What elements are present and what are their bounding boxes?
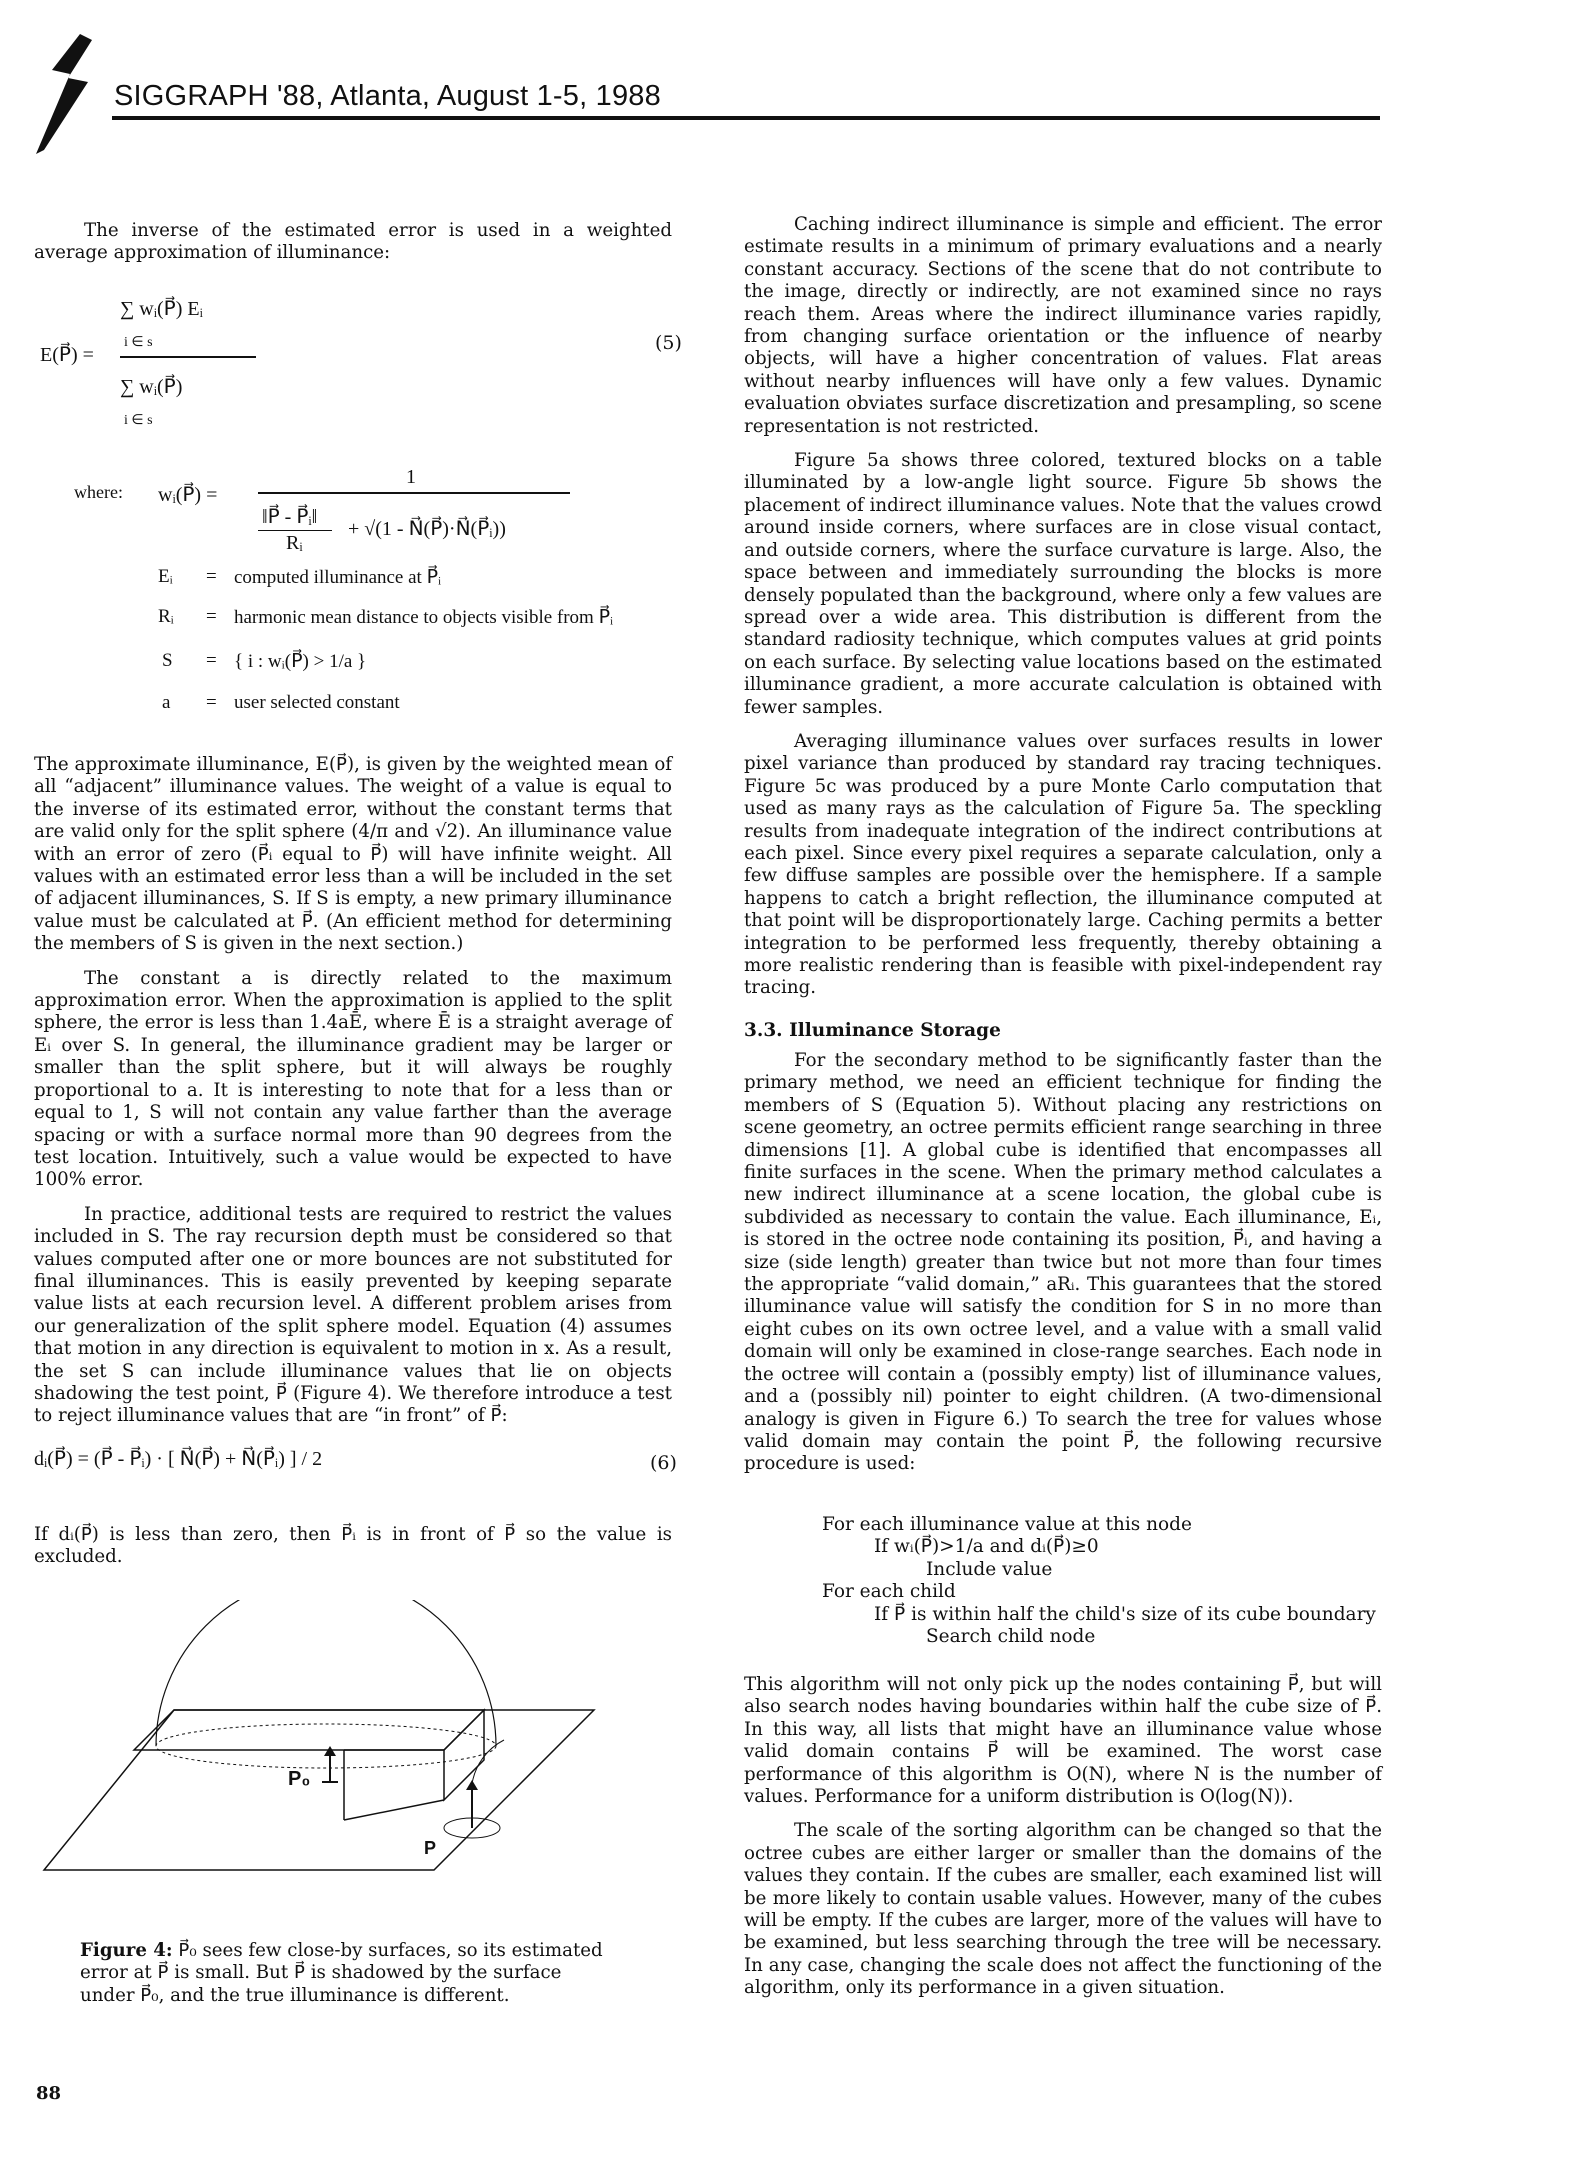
section-heading: 3.3. Illuminance Storage bbox=[744, 1020, 1001, 1041]
left-paragraph-1 bbox=[34, 220, 672, 277]
eq5-number: (5) bbox=[655, 332, 682, 354]
def-sym: S bbox=[162, 650, 173, 671]
algorithm-block bbox=[822, 1514, 1376, 1648]
figure-4 bbox=[34, 1600, 654, 1944]
paragraph: The scale of the sorting algorithm can be changed so that the octree cubes are either larger or smaller than the domains of the values they contain. If the cubes are smaller, each examined list will be more likely to contain usable values. However, many of the cubes will be empty. If the cubes are larger, more of the values will have to be examined, but less searching through the tree will be necessary. In any case, changing the scale does not affect the functioning of the algorithm, only its performance in a given situation. bbox=[744, 1820, 1382, 1999]
eq5-sub-bottom: i ∈ s bbox=[124, 413, 153, 428]
eq5-lhs: E(P⃗) = bbox=[40, 344, 94, 366]
paragraph: The constant a is directly related to the maximum approximation error. When the approximation is applied to the split sphere, the error is less than 1.4aĒ, where Ē is a straight average of Eᵢ over S. In general, the illuminance gradient may be larger or smaller than the split sphere, but it will always be roughly proportional to a. It is interesting to note that for a less than or equal to 1, S will not contain any value farther than the average spacing or with a surface normal more than 90 degrees from the test location. Intuitively, such a value would be expected to have 100% error. bbox=[34, 967, 672, 1191]
eq5-fraction-bar bbox=[120, 356, 256, 358]
def-text: user selected constant bbox=[234, 692, 400, 713]
def-text: { i : wᵢ(P⃗) > 1/a } bbox=[234, 651, 367, 672]
w-numerator: 1 bbox=[406, 466, 416, 488]
eq5-sub-top: i ∈ s bbox=[124, 335, 153, 350]
right-body-mid bbox=[744, 1050, 1382, 1488]
w-denominator-a: ‖P⃗ - P⃗ᵢ‖ bbox=[262, 506, 318, 528]
paragraph: This algorithm will not only pick up the nodes containing P⃗, but will also search nodes having boundaries within half the cube size of P⃗. In this way, all lists that might have an illuminance value whose valid domain contains P⃗ will be examined. The worst case performance of this algorithm is O(N), where N is the number of values. Performance for a uniform distribution is O(log(N)). bbox=[744, 1674, 1382, 1808]
eq6: dᵢ(P⃗) = (P⃗ - P⃗ᵢ) · [ N⃗(P⃗) + N⃗(P⃗ᵢ) ] / 2 bbox=[34, 1448, 323, 1470]
w-denominator-b: Rᵢ bbox=[286, 532, 303, 554]
siggraph-logo-icon bbox=[22, 30, 102, 164]
def-eq: = bbox=[206, 650, 217, 671]
def-eq: = bbox=[206, 606, 217, 627]
where-label: where: bbox=[74, 482, 123, 502]
w-inner-bar bbox=[258, 530, 332, 531]
caption-text: P⃗₀ sees few close-by surfaces, so its estimated error at P⃗ is small. But P⃗ is shadowed by the surface under P⃗₀, and the true illuminance is different. bbox=[80, 1940, 603, 2006]
def-eq: = bbox=[206, 692, 217, 713]
eq6-number: (6) bbox=[650, 1452, 677, 1474]
def-sym: Rᵢ bbox=[158, 606, 174, 627]
paragraph: Caching indirect illuminance is simple and efficient. The error estimate results in a minimum of primary evaluations and a nearly constant accuracy. Sections of the scene that do not contribute to the image, directly or indirectly, are not examined since no rays reach them. Areas where the indirect illuminance varies rapidly, from changing surface orientation or the influence of nearby objects, will have a higher concentration of values. Flat areas without nearby influences will have only a few values. Dynamic evaluation obviates surface discretization and presampling, so scene representation is not restricted. bbox=[744, 214, 1382, 437]
figure-4-caption bbox=[80, 1940, 620, 2007]
paragraph: In practice, additional tests are required to restrict the values included in S. The ray recursion depth must be considered so that values computed after one or more bounces are not substituted for final illuminances. This is easily prevented by keeping separate value lists at each recursion level. A different problem arises from our generalization of the split sphere model. Equation (4) assumes that motion in any direction is equivalent to motion in x. As a result, the set S can include illuminance values that lie on objects shadowing the test point, P⃗ (Figure 4). We therefore introduce a test to reject illuminance values that are “in front” of P⃗: bbox=[34, 1203, 672, 1427]
w-denominator-c: + √(1 - N⃗(P⃗)·N⃗(P⃗ᵢ)) bbox=[348, 518, 506, 540]
page-number: 88 bbox=[36, 2083, 62, 2104]
running-header: SIGGRAPH '88, Atlanta, August 1-5, 1988 bbox=[114, 80, 661, 112]
eq5-denominator: ∑ wᵢ(P⃗) bbox=[120, 376, 183, 398]
paragraph: The approximate illuminance, E(P⃗), is given by the weighted mean of all “adjacent” illuminance values. The weight of a value is equal to the inverse of its estimated error, without the constant terms that are valid only for the split sphere (4/π and √2). An illuminance value with an error of zero (P⃗ᵢ equal to P⃗) will have infinite weight. All values with an estimated error less than a will be included in the set of adjacent illuminances, S. If S is empty, a new primary illuminance value must be calculated at P⃗. (An efficient method for determining the members of S is given in the next section.) bbox=[34, 754, 672, 955]
algo-line: If wᵢ(P⃗)>1/a and dᵢ(P⃗)≥0 bbox=[874, 1536, 1099, 1558]
paragraph: For the secondary method to be significantly faster than the primary method, we need an efficient technique for finding the members of S (Equation 5). Without placing any restrictions on scene geometry, an octree permits efficient range searching in three dimensions [1]. A global cube is identified that encompasses all finite surfaces in the scene. When the primary method calculates a new indirect illuminance at a scene location, the global cube is subdivided as necessary to contain the value. Each illuminance, Eᵢ, is stored in the octree node containing its position, P⃗ᵢ, and having a size (side length) greater than twice but not more than four times the appropriate “valid domain,” aRᵢ. This guarantees that the stored illuminance value will satisfy the condition for S in no more than eight cubes on its own octree level, and a value with a small valid domain will only be examined in close-range searches. Each node in the octree will contain a (possibly empty) list of illuminance values, and a (possibly nil) pointer to eight children. (A two-dimensional analogy is given in Figure 6.) To search the tree for values whose valid domain may contain the point P⃗, the following recursive procedure is used: bbox=[744, 1050, 1382, 1475]
right-body-bottom bbox=[744, 1674, 1382, 2012]
algo-line: Search child node bbox=[926, 1626, 1096, 1648]
caption-label: Figure 4: bbox=[80, 1940, 173, 1961]
def-text: harmonic mean distance to objects visible from P⃗ᵢ bbox=[234, 607, 614, 628]
algo-line: If P⃗ is within half the child's size of its cube boundary bbox=[874, 1603, 1376, 1625]
def-text: computed illuminance at P⃗ᵢ bbox=[234, 567, 442, 588]
paragraph: Figure 5a shows three colored, textured blocks on a table illuminated by a low-angle light source. Figure 5b shows the placement of indirect illuminance values. Note that the values crowd around inside corners, where surfaces are in close visual contact, and outside corners, where the surface curvature is large. Also, the space between and immediately surrounding the blocks is more densely populated than the background, where only a few values are spread over a wide area. This distribution is different from the standard radiosity technique, which computes values at grid points on each surface. By selecting value locations based on the estimated illuminance gradient, a more accurate calculation is obtained with fewer samples. bbox=[744, 450, 1382, 718]
paragraph: The inverse of the estimated error is used in a weighted average approximation of illuminance: bbox=[34, 220, 672, 264]
left-body bbox=[34, 754, 672, 1440]
right-body-top bbox=[744, 214, 1382, 1012]
figure-label-p0: P₀ bbox=[288, 1768, 311, 1790]
paragraph: Averaging illuminance values over surfaces results in lower pixel variance than produced by standard ray tracing techniques. Figure 5c was produced by a pure Monte Carlo computation that used as many rays as the calculation of Figure 5a. The speckling results from inadequate integration of the indirect contributions at each pixel. Since every pixel requires a separate calculation, only a few diffuse samples are possible over the hemisphere. If a sample happens to catch a bright reflection, the illuminance computed at that point will be disproportionately large. Caching permits a better integration to be performed less frequently, thereby obtaining a more realistic rendering than is feasible with pixel-independent ray tracing. bbox=[744, 730, 1382, 999]
algo-line: For each child bbox=[822, 1581, 956, 1603]
header-rule bbox=[112, 116, 1380, 120]
w-lhs: wᵢ(P⃗) = bbox=[158, 484, 218, 506]
paragraph: If dᵢ(P⃗) is less than zero, then P⃗ᵢ is in front of P⃗ so the value is excluded. bbox=[34, 1524, 672, 1568]
algo-line: For each illuminance value at this node bbox=[822, 1514, 1192, 1535]
def-eq: = bbox=[206, 566, 217, 587]
figure-label-p: P bbox=[424, 1838, 437, 1858]
algo-line: Include value bbox=[926, 1558, 1053, 1580]
eq5-numerator: ∑ wᵢ(P⃗) Eᵢ bbox=[120, 298, 203, 320]
def-sym: Eᵢ bbox=[158, 566, 173, 587]
left-paragraph-5 bbox=[34, 1524, 672, 1581]
w-fraction-bar bbox=[258, 492, 570, 494]
def-sym: a bbox=[162, 692, 171, 713]
